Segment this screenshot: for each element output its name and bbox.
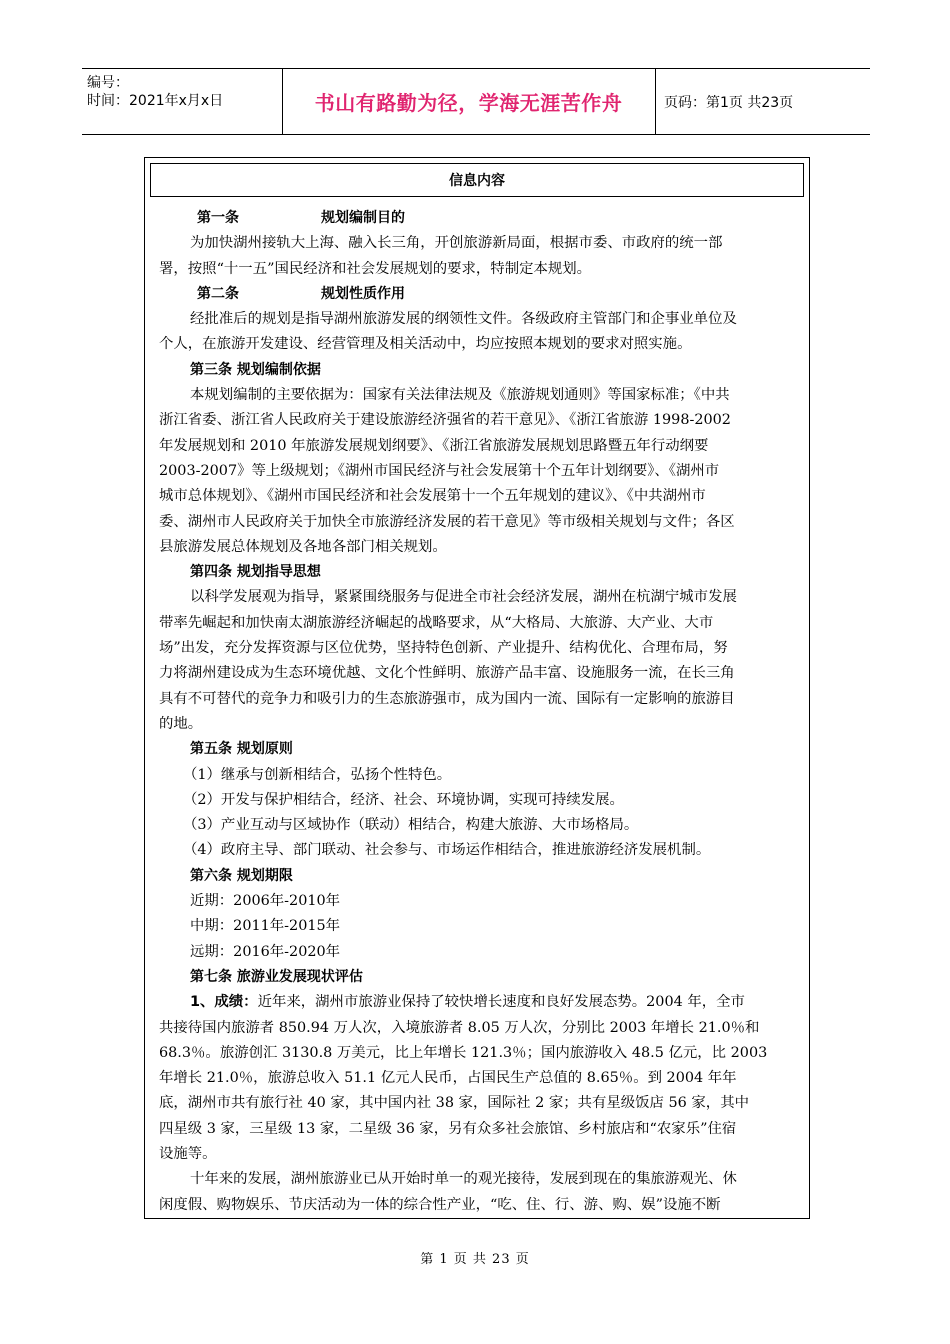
text-line: 本规划编制的主要依据为：国家有关法律法规及《旅游规划通则》等国家标准；《中共 [190,387,730,404]
text-line: 68.3％。旅游创汇 3130.8 万美元，比上年增长 121.3％；国内旅游收入 48.5 亿元，比 2003 [159,1044,768,1061]
table-title: 信息内容 [150,163,804,197]
text-line: 年发展规划和 2010 年旅游发展规划纲要》、《浙江省旅游发展规划思路暨五年行动纲要 [159,437,709,454]
text-line: 为加快湖州接轨大上海、融入长三角，开创旅游新局面，根据市委、市政府的统一部 [190,235,723,252]
page-footer: 第 1 页 共 23 页 [420,1252,530,1267]
text-line: 共接待国内旅游者 850.94 万人次，入境旅游者 8.05 万人次，分别比 2003 年增长 21.0％和 [159,1019,760,1036]
article-5-heading: 第五条 规划原则 [190,741,293,758]
text-line: 县旅游发展总体规划及各地各部门相关规划。 [159,538,447,555]
text-line: 的地。 [159,715,203,732]
list-item: （4）政府主导、部门联动、社会参与、市场运作相结合，推进旅游经济发展机制。 [183,842,711,859]
page-header [82,68,870,135]
list-item: （3）产业互动与区域协作（联动）相结合，构建大旅游、大市场格局。 [183,817,639,834]
text-line: 具有不可替代的竞争力和吸引力的生态旅游强市，成为国内一流、国际有一定影响的旅游目 [159,690,735,707]
achievement-text: 近年来，湖州市旅游业保持了较快增长速度和良好发展态势。2004 年，全市 [257,994,745,1011]
text-line: 以科学发展观为指导，紧紧围绕服务与促进全市社会经济发展，湖州在杭湖宁城市发展 [190,589,737,606]
text-line: 闲度假、购物娱乐、节庆活动为一体的综合性产业，“吃、住、行、游、购、娱”设施不断 [159,1196,721,1213]
period-item: 中期：2011年-2015年 [190,918,341,935]
article-2-number: 第二条 [197,285,239,302]
text-line: 年增长 21.0％，旅游总收入 51.1 亿元人民币，占国民生产总值的 8.65％。到 2004 年年 [159,1070,737,1087]
text-line [159,990,799,1015]
text-line: 署，按照“十一五”国民经济和社会发展规划的要求，特制定本规划。 [159,260,592,277]
text-line: 设施等。 [159,1145,217,1162]
text-line: 力将湖州建设成为生态环境优越、文化个性鲜明、旅游产品丰富、设施服务一流，在长三角 [159,665,735,682]
text-line: 经批准后的规划是指导湖州旅游发展的纲领性文件。各级政府主管部门和企事业单位及 [190,311,737,328]
article-1-heading [159,206,799,231]
text-line: 底，湖州市共有旅行社 40 家，其中国内社 38 家，国际社 2 家；共有星级饭店 56 家，其中 [159,1095,749,1112]
text-line: 城市总体规划》、《湖州市国民经济和社会发展第十一个五年规划的建议》、《中共湖州市 [159,488,706,505]
article-6-heading: 第六条 规划期限 [190,867,293,884]
article-1-title: 规划编制目的 [321,210,405,226]
text-line: 四星级 3 家，三星级 13 家，二星级 36 家，另有众多社会旅馆、乡村旅店和“农家乐”住宿 [159,1120,737,1137]
article-1-number: 第一条 [197,210,239,226]
article-2-title: 规划性质作用 [321,285,405,302]
list-item: （1）继承与创新相结合，弘扬个性特色。 [183,766,452,783]
article-3-heading: 第三条 规划编制依据 [190,361,321,378]
article-4-heading: 第四条 规划指导思想 [190,564,321,581]
text-line: 个人，在旅游开发建设、经营管理及相关活动中，均应按照本规划的要求对照实施。 [159,336,692,353]
header-motto: 书山有路勤为径，学海无涯苦作舟 [282,69,656,134]
list-item: （2）开发与保护相结合，经济、社会、环境协调，实现可持续发展。 [183,791,624,808]
header-meta [82,69,283,134]
achievement-lead: 1、成绩： [190,994,258,1011]
period-item: 远期：2016年-2020年 [190,943,341,960]
date-label: 时间：2021年x月x日 [87,93,224,109]
text-line: 带率先崛起和加快南太湖旅游经济崛起的战略要求，从“大格局、大旅游、大产业、大市 [159,614,714,631]
article-7-heading: 第七条 旅游业发展现状评估 [190,968,363,985]
text-line: 委、湖州市人民政府关于加快全市旅游经济发展的若干意见》等市级相关规划与文件；各区 [159,513,735,530]
text-line: 2003-2007》等上级规划；《湖州市国民经济与社会发展第十个五年计划纲要》、《湖州市 [159,462,720,479]
period-item: 近期：2006年-2010年 [190,893,341,910]
text-line: 十年来的发展，湖州旅游业已从开始时单一的观光接待，发展到现在的集旅游观光、休 [190,1171,737,1188]
article-2-heading [159,282,799,307]
header-page-info: 页码：第1页 共23页 [664,94,794,111]
text-line: 场”出发，充分发挥资源与区位优势，坚持特色创新、产业提升、结构优化、合理布局，努 [159,640,728,657]
content-table [144,157,810,1219]
text-line: 浙江省委、浙江省人民政府关于建设旅游经济强省的若干意见》、《浙江省旅游 1998-2002 [159,412,731,429]
document-body [159,206,799,1218]
number-label: 编号： [87,75,129,91]
